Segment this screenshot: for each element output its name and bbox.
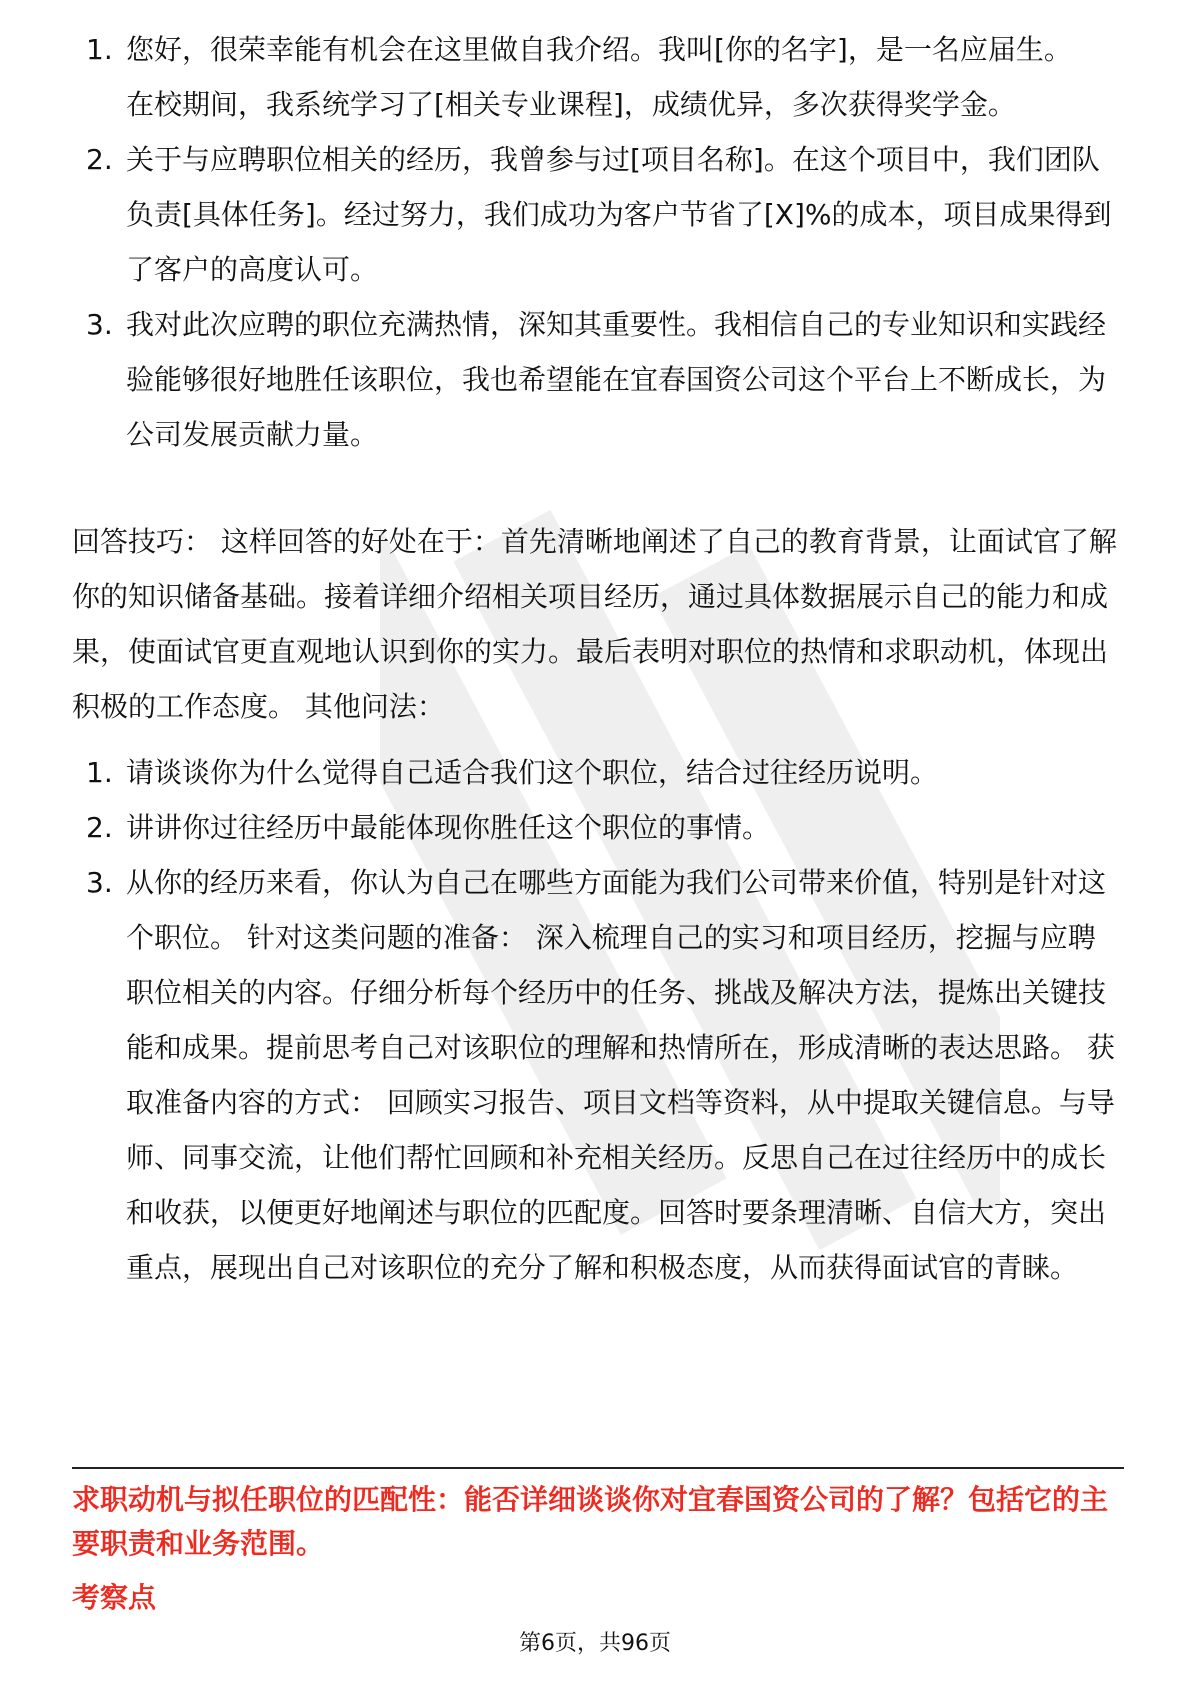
list-item [0, 22, 1190, 77]
list-item [0, 77, 1190, 132]
list-item [0, 132, 1190, 297]
list-text: 您好，很荣幸能有机会在这里做自我介绍。我叫[你的名字]，是一名应届生。 [126, 33, 1072, 66]
list-item [0, 855, 1190, 1295]
next-question-heading: 求职动机与拟任职位的匹配性：能否详细谈谈你对宜春国资公司的了解？包括它的主要职责和业务范围。 [72, 1483, 1109, 1560]
assessment-point-label: 考察点 [72, 1581, 157, 1614]
list-number: 3. [86, 308, 113, 341]
list-number: 2. [86, 143, 113, 176]
list-item [0, 800, 1190, 855]
list-text: 请谈谈你为什么觉得自己适合我们这个职位，结合过往经历说明。 [126, 756, 939, 789]
page-number-footer: 第6页，共96页 [519, 1631, 671, 1656]
list-number: 1. [86, 756, 113, 789]
list-text: 在校期间，我系统学习了[相关专业课程]，成绩优异，多次获得奖学金。 [126, 88, 1016, 121]
list-number: 1. [86, 33, 113, 66]
list-number: 2. [86, 811, 113, 844]
alternative-questions-list [0, 745, 1190, 1295]
list-item [0, 745, 1190, 800]
answer-tips-paragraph: 回答技巧： 这样回答的好处在于：首先清晰地阐述了自己的教育背景，让面试官了解你的知识储备基础。接着详细介绍相关项目经历，通过具体数据展示自己的能力和成果，使面试官更直观地认识到你的实力。最后表明对职位的热情和求职动机，体现出积极的工作态度。 其他问法： [72, 525, 1117, 723]
list-text: 关于与应聘职位相关的经历，我曾参与过[项目名称]。在这个项目中，我们团队负责[具体任务]。经过努力，我们成功为客户节省了[X]%的成本，项目成果得到了客户的高度认可。 [126, 143, 1112, 286]
list-item [0, 297, 1190, 462]
list-text: 从你的经历来看，你认为自己在哪些方面能为我们公司带来价值，特别是针对这个职位。 针对这类问题的准备： 深入梳理自己的实习和项目经历，挖掘与应聘职位相关的内容。仔细分析每个经历中的任务、挑战及解决方法，提炼出关键技能和成果。提前思考自己对该职位的理解和热情所在，形成清晰的表达思路。 获取准备内容的方式： 回顾实习报告、项目文档等资料，从中提取关键信息。与导师、同事交流，让他们帮忙回顾和补充相关经历。反思自己在过往经历中的成长和收获，以便更好地阐述与职位的匹配度。回答时要条理清晰、自信大方，突出重点，展现出自己对该职位的充分了解和积极态度，从而获得面试官的青睐。 [126, 866, 1115, 1284]
answer-list [0, 22, 1190, 462]
list-number: 3. [86, 866, 113, 899]
section-divider [72, 1467, 1124, 1469]
list-text: 讲讲你过往经历中最能体现你胜任这个职位的事情。 [126, 811, 771, 844]
list-text: 我对此次应聘的职位充满热情，深知其重要性。我相信自己的专业知识和实践经验能够很好地胜任该职位，我也希望能在宜春国资公司这个平台上不断成长，为公司发展贡献力量。 [126, 308, 1107, 451]
